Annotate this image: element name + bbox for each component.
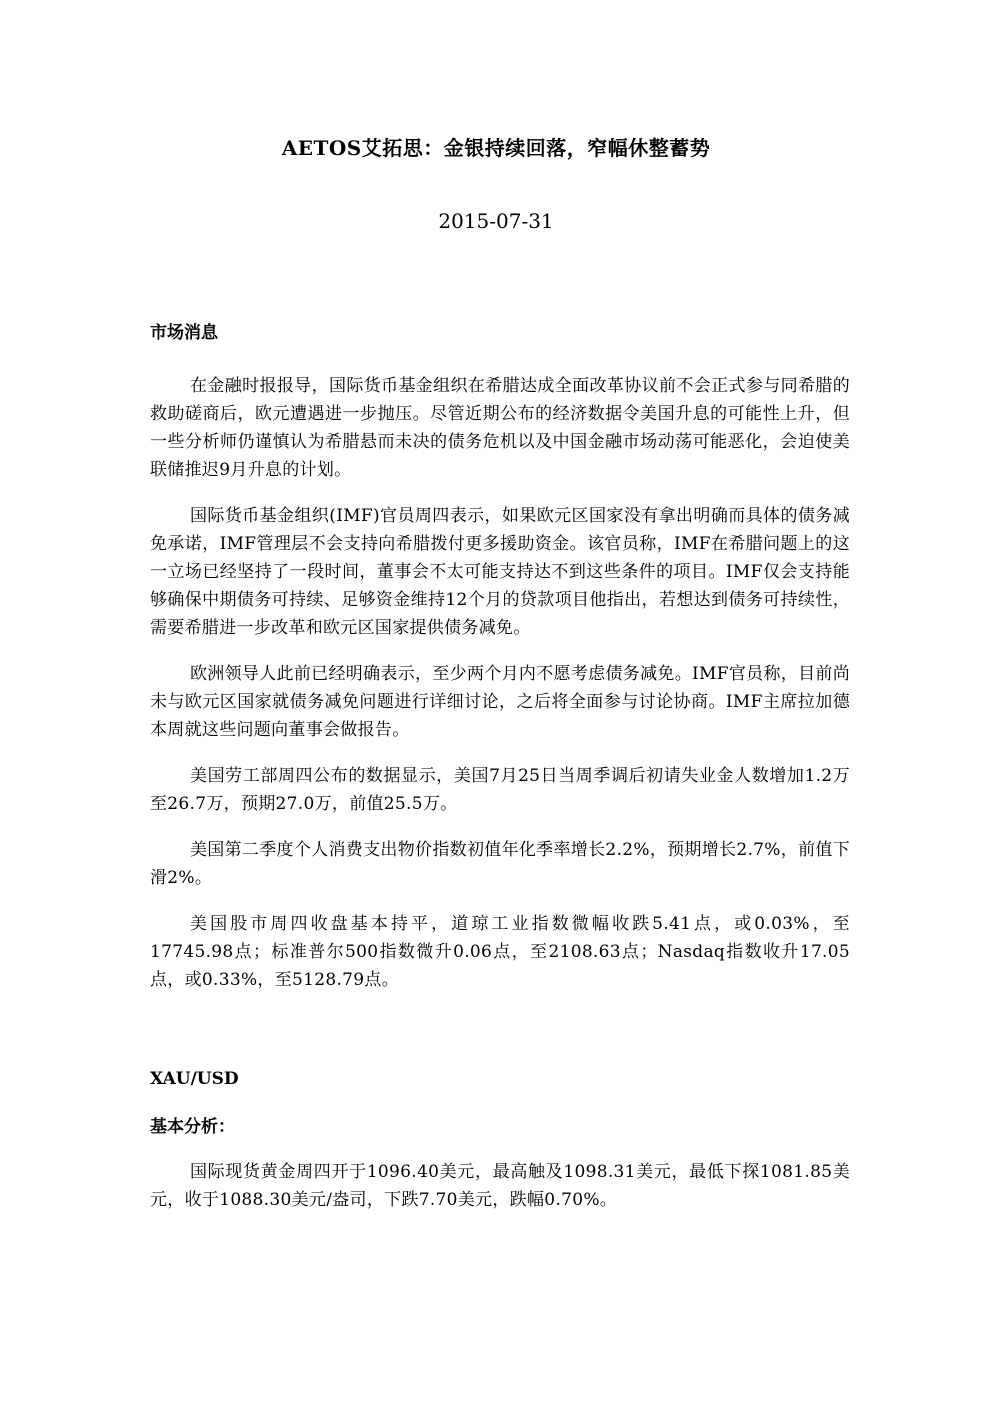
section-spacer bbox=[150, 1012, 850, 1064]
news-paragraph: 欧洲领导人此前已经明确表示，至少两个月内不愿考虑债务减免。IMF官员称，目前尚未与欧元区国家就债务减免问题进行详细讨论，之后将全面参与讨论协商。IMF主席拉加德本周就这些问题向董事会做报告。 bbox=[150, 664, 850, 740]
gold-analysis-paragraph: 国际现货黄金周四开于1096.40美元，最高触及1098.31美元，最低下探1081.85美元，收于1088.30美元/盎司，下跌7.70美元，跌幅0.70%。 bbox=[150, 1162, 850, 1210]
news-paragraph: 美国第二季度个人消费支出物价指数初值年化季率增长2.2%，预期增长2.7%，前值下滑2%。 bbox=[150, 840, 850, 888]
basic-analysis-heading: 基本分析： bbox=[150, 1117, 235, 1137]
news-paragraph: 在金融时报报导，国际货币基金组织在希腊达成全面改革协议前不会正式参与同希腊的救助磋商后，欧元遭遇进一步抛压。尽管近期公布的经济数据令美国升息的可能性上升，但一些分析师仍谨慎认为希腊悬而未决的债务危机以及中国金融市场动荡可能恶化，会迫使美联储推迟9月升息的计划。 bbox=[150, 376, 850, 480]
news-paragraph: 美国股市周四收盘基本持平，道琼工业指数微幅收跌5.41点，或0.03%，至17745.98点；标准普尔500指数微升0.06点，至2108.63点；Nasdaq指数收升17.05点，或0.33%，至5128.79点。 bbox=[150, 914, 850, 990]
document-title: AETOS艾拓思：金银持续回落，窄幅休整蓄势 bbox=[281, 136, 711, 160]
xau-usd-heading: XAU/USD bbox=[150, 1069, 239, 1089]
market-news-heading: 市场消息 bbox=[150, 323, 218, 343]
news-paragraph: 美国劳工部周四公布的数据显示，美国7月25日当周季调后初请失业金人数增加1.2万至26.7万，预期27.0万，前值25.5万。 bbox=[150, 766, 850, 814]
document-body bbox=[150, 318, 850, 1232]
document-date: 2015-07-31 bbox=[438, 209, 554, 233]
news-paragraph: 国际货币基金组织(IMF)官员周四表示，如果欧元区国家没有拿出明确而具体的债务减免承诺，IMF管理层不会支持向希腊拨付更多援助资金。该官员称，IMF在希腊问题上的这一立场已经坚持了一段时间，董事会不太可能支持达不到这些条件的项目。IMF仅会支持能够确保中期债务可持续、足够资金维持12个月的贷款项目他指出，若想达到债务可持续性，需要希腊进一步改革和欧元区国家提供债务减免。 bbox=[150, 506, 850, 638]
